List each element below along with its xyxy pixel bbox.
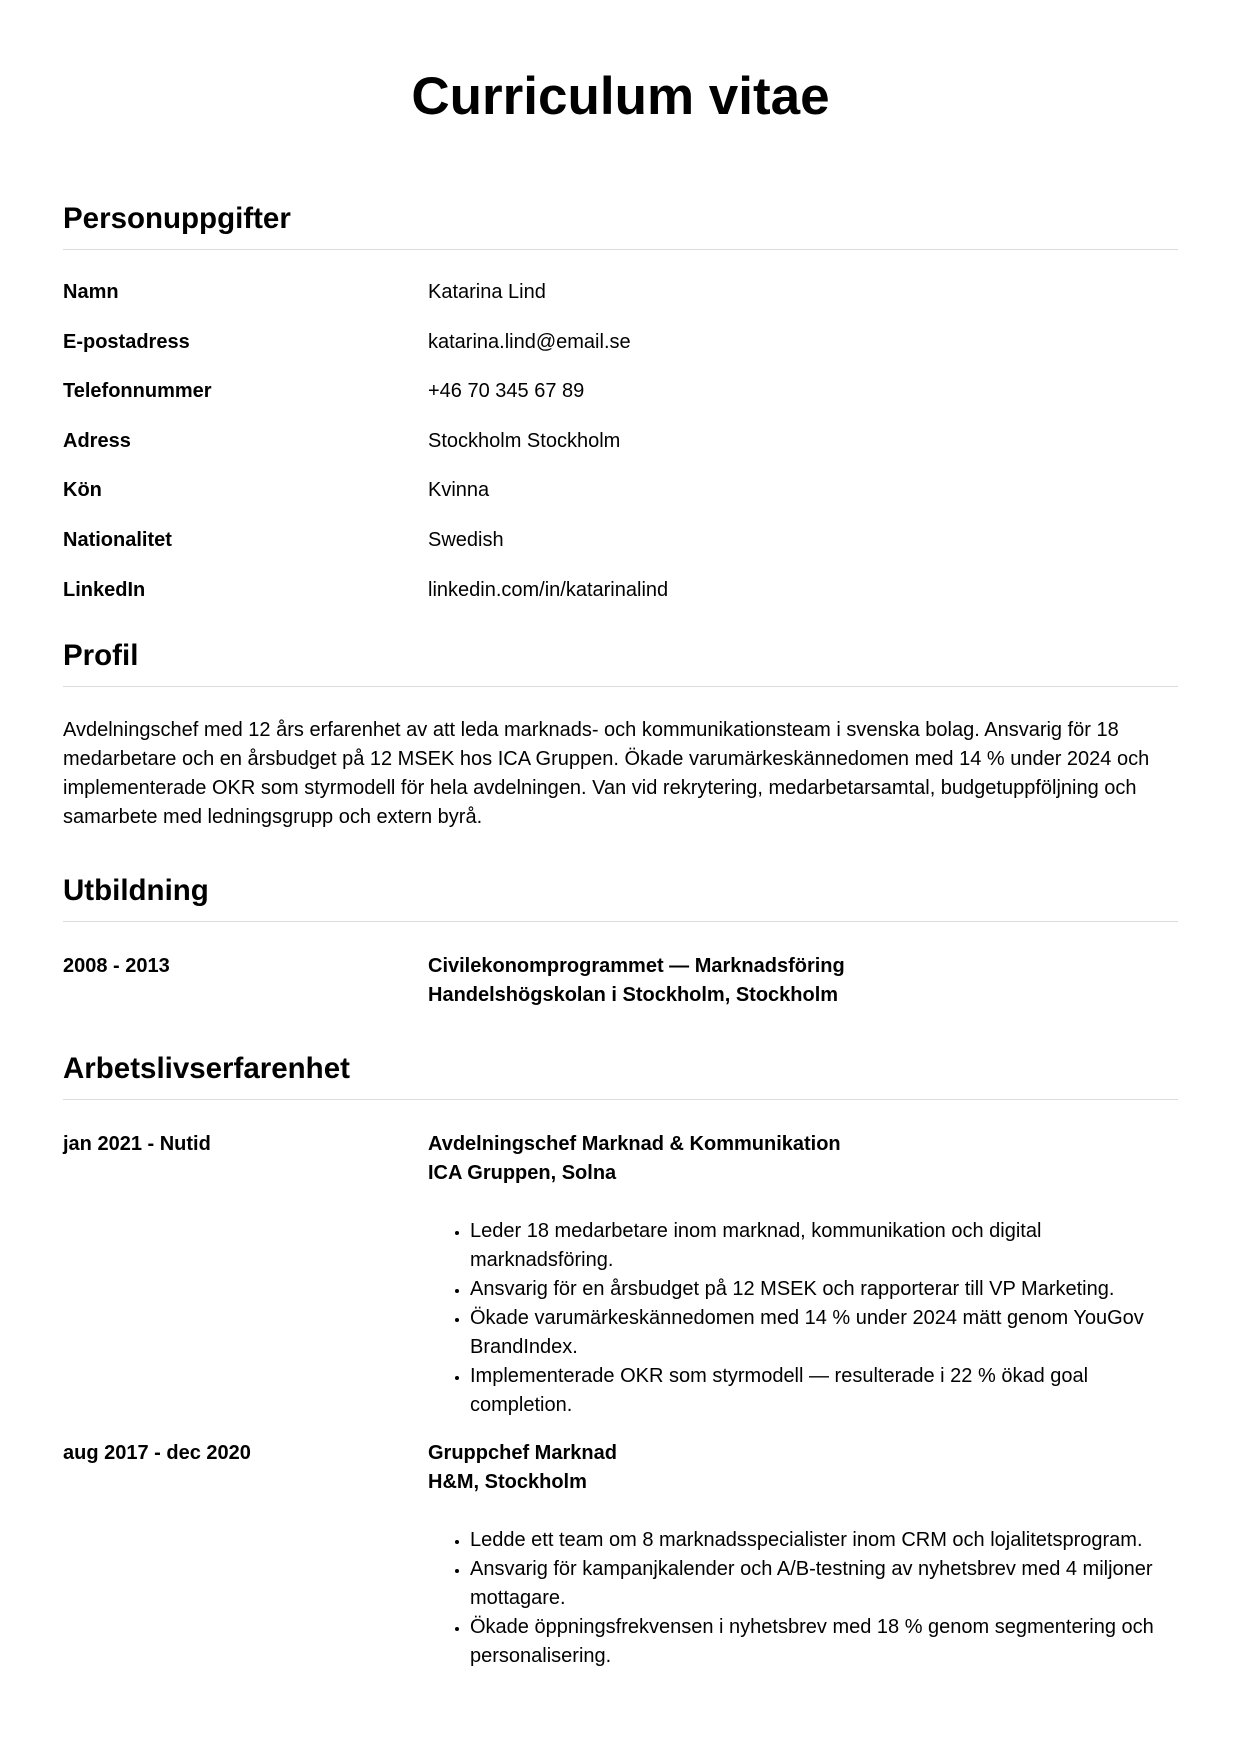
info-value: Swedish <box>428 528 504 551</box>
info-label: LinkedIn <box>63 578 146 601</box>
document-title: Curriculum vitae <box>411 67 830 126</box>
info-value: Stockholm Stockholm <box>428 429 621 452</box>
info-row-nationality <box>63 528 1178 578</box>
info-label: Kön <box>63 479 102 502</box>
job-bullet: • Ökade varumärkeskännedomen med 14 % under 2024 mätt genom YouGov BrandIndex. <box>470 1304 1178 1362</box>
personal-heading: Personuppgifter <box>63 201 1178 250</box>
education-program: Civilekonomprogrammet — Marknadsföring <box>428 955 845 978</box>
job-entry <box>63 1439 1178 1671</box>
info-label: Telefonnummer <box>63 380 212 403</box>
cv-page <box>63 0 1178 1671</box>
experience-heading: Arbetslivserfarenhet <box>63 1051 1178 1100</box>
education-dates: 2008 - 2013 <box>63 955 170 978</box>
job-detail <box>428 1439 1178 1671</box>
job-detail <box>428 1130 1178 1420</box>
job-bullet-list <box>428 1217 1178 1420</box>
job-entry <box>63 1130 1178 1420</box>
job-bullet: • Leder 18 medarbetare inom marknad, kommunikation och digital marknadsföring. <box>470 1217 1178 1275</box>
education-entry <box>63 952 1178 1010</box>
job-bullet: • Ansvarig för kampanjkalender och A/B-testning av nyhetsbrev med 4 miljoner mottagare. <box>470 1555 1178 1613</box>
info-label: E-postadress <box>63 330 190 353</box>
info-row-email <box>63 330 1178 380</box>
job-title: Gruppchef Marknad <box>428 1442 617 1465</box>
info-label: Adress <box>63 429 131 452</box>
profile-summary: Avdelningschef med 12 års erfarenhet av att leda marknads- och kommunikationsteam i svenska bolag. Ansvarig för 18 medarbetare och en årsbudget på 12 MSEK hos ICA Gruppen. Ökade varumärkeskännedomen med 14 % under 2024 och implementerade OKR som styrmodell för hela avdelningen. Van vid rekrytering, medarbetarsamtal, budgetuppföljning och samarbete med ledningsgrupp och extern byrå. <box>63 719 1150 829</box>
job-dates: jan 2021 - Nutid <box>63 1133 211 1156</box>
info-row-linkedin <box>63 578 1178 628</box>
education-school: Handelshögskolan i Stockholm, Stockholm <box>428 984 839 1007</box>
info-row-name <box>63 280 1178 330</box>
info-row-gender <box>63 478 1178 528</box>
personal-section <box>63 201 1178 627</box>
info-row-phone <box>63 379 1178 429</box>
job-bullet: • Ökade öppningsfrekvensen i nyhetsbrev med 18 % genom segmentering och personalisering. <box>470 1613 1178 1671</box>
job-company: H&M, Stockholm <box>428 1471 587 1494</box>
experience-section <box>63 1051 1178 1671</box>
info-label: Nationalitet <box>63 528 172 551</box>
profile-heading: Profil <box>63 638 1178 687</box>
job-bullet: • Implementerade OKR som styrmodell — resulterade i 22 % ökad goal completion. <box>470 1362 1178 1420</box>
personal-info-list <box>63 280 1178 627</box>
job-bullet-list <box>428 1526 1178 1671</box>
info-value: katarina.lind@email.se <box>428 330 631 353</box>
job-bullet: • Ansvarig för en årsbudget på 12 MSEK och rapporterar till VP Marketing. <box>470 1275 1178 1304</box>
job-title: Avdelningschef Marknad & Kommunikation <box>428 1133 841 1156</box>
job-bullet: • Ledde ett team om 8 marknadsspecialister inom CRM och lojalitetsprogram. <box>470 1526 1178 1555</box>
job-dates: aug 2017 - dec 2020 <box>63 1442 251 1465</box>
education-section <box>63 873 1178 1010</box>
info-value: Katarina Lind <box>428 281 546 303</box>
job-company: ICA Gruppen, Solna <box>428 1162 617 1185</box>
info-value: linkedin.com/in/katarinalind <box>428 578 669 601</box>
education-heading: Utbildning <box>63 873 1178 922</box>
info-label: Namn <box>63 281 119 303</box>
profile-section <box>63 638 1178 832</box>
info-row-address <box>63 429 1178 479</box>
info-value: +46 70 345 67 89 <box>428 380 585 403</box>
education-detail <box>428 952 1178 1010</box>
info-value: Kvinna <box>428 479 490 502</box>
